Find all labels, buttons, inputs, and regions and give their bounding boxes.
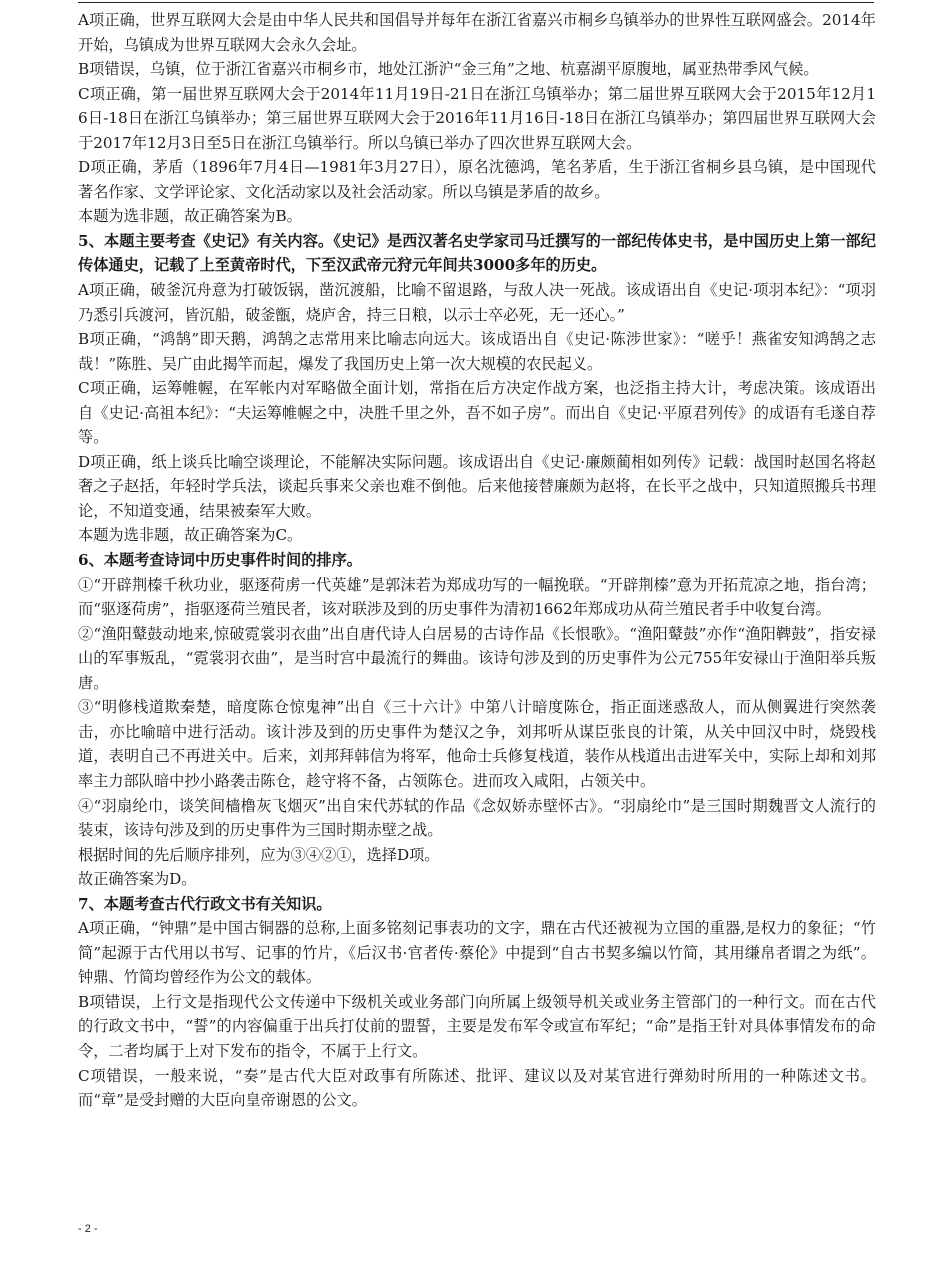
answer-q4-option-c: C项正确，第一届世界互联网大会于2014年11月19日-21日在浙江乌镇举办；第二届世界互联网大会于2015年12月16日-18日在浙江乌镇举办；第三届世界互联网大会于2016年11月16日-18日在浙江乌镇举办；第四届世界互联网大会于2017年12月3日至5日在浙江乌镇举行。所以乌镇已举办了四次世界互联网大会。: [78, 84, 876, 152]
page-number: - 2 -: [78, 1223, 98, 1235]
top-rule: [78, 2, 874, 3]
answer-q6-item-4: ④“羽扇纶巾，谈笑间樯橹灰飞烟灭”出自宋代苏轼的作品《念奴娇赤壁怀古》。“羽扇纶巾”是三国时期魏晋文人流行的装束，该诗句涉及到的历史事件为三国时期赤壁之战。: [78, 796, 876, 840]
answer-q4-option-b: B项错误，乌镇，位于浙江省嘉兴市桐乡市，地处江浙沪“金三角”之地、杭嘉湖平原腹地，属亚热带季风气候。: [78, 60, 819, 79]
document-body: [78, 8, 876, 1113]
answer-q6-conclusion: 故正确答案为D。: [78, 870, 197, 889]
question-6-heading: 6、本题考查诗词中历史事件时间的排序。: [78, 551, 362, 570]
answer-q6-item-1: ①“开辟荆榛千秋功业，驱逐荷虏一代英雄”是郭沫若为郑成功写的一幅挽联。“开辟荆榛”意为开拓荒凉之地，指台湾；而“驱逐荷虏”，指驱逐荷兰殖民者，该对联涉及到的历史事件为清初1662年郑成功从荷兰殖民者手中收复台湾。: [78, 575, 876, 619]
question-5-heading: 5、本题主要考查《史记》有关内容。《史记》是西汉著名史学家司马迁撰写的一部纪传体史书，是中国历史上第一部纪传体通史，记载了上至黄帝时代，下至汉武帝元狩元年间共3000多年的历史。: [78, 231, 876, 275]
answer-q6-item-3: ③“明修栈道欺秦楚，暗度陈仓惊鬼神”出自《三十六计》中第八计暗度陈仓，指正面迷惑敌人，而从侧翼进行突然袭击，亦比喻暗中进行活动。该计涉及到的历史事件为楚汉之争，刘邦听从谋臣张良的计策，从关中回汉中时，烧毁栈道，表明自己不再进关中。后来，刘邦拜韩信为将军，他命士兵修复栈道，装作从栈道出击进军关中，实际上却和刘邦率主力部队暗中抄小路袭击陈仓，趁守将不备，占领陈仓。进而攻入咸阳，占领关中。: [78, 698, 876, 790]
answer-q7-option-a: A项正确，“钟鼎”是中国古铜器的总称,上面多铭刻记事表功的文字，鼎在古代还被视为立国的重器,是权力的象征；“竹简”起源于古代用以书写、记事的竹片，《后汉书·官者传·蔡伦》中提到“自古书契多编以竹简，其用缣帛者谓之为纸”。钟鼎、竹简均曾经作为公文的载体。: [78, 919, 876, 987]
answer-q5-conclusion: 本题为选非题，故正确答案为C。: [78, 526, 303, 545]
question-7-heading: 7、本题考查古代行政文书有关知识。: [78, 894, 332, 913]
answer-q5-option-c: C项正确，运筹帷幄，在军帐内对军略做全面计划，常指在后方决定作战方案，也泛指主持大计，考虑决策。该成语出自《史记·高祖本纪》：“夫运筹帷幄之中，决胜千里之外，吾不如子房”。而出自《史记·平原君列传》的成语有毛遂自荐等。: [78, 379, 876, 447]
answer-q5-option-b: B项正确，“鸿鹄”即天鹅，鸿鹄之志常用来比喻志向远大。该成语出自《史记·陈涉世家》：“嗟乎！燕雀安知鸿鹄之志哉！”陈胜、吴广由此揭竿而起，爆发了我国历史上第一次大规模的农民起义。: [78, 330, 876, 373]
answer-q7-option-c: C项错误，一般来说，“奏”是古代大臣对政事有所陈述、批评、建议以及对某官进行弹劾时所用的一种陈述文书。而“章”是受封赠的大臣向皇帝谢恩的公文。: [78, 1066, 876, 1110]
answer-q7-option-b: B项错误，上行文是指现代公文传递中下级机关或业务部门向所属上级领导机关或业务主管部门的一种行文。而在古代的行政文书中，“誓”的内容偏重于出兵打仗前的盟誓，主要是发布军令或宣布军纪；“命”是指王针对具体事情发布的命令，二者均属于上对下发布的指令，不属于上行文。: [78, 992, 876, 1060]
answer-q5-option-d: D项正确，纸上谈兵比喻空谈理论，不能解决实际问题。该成语出自《史记·廉颇蔺相如列传》记载：战国时赵国名将赵奢之子赵括，年轻时学兵法，谈起兵事来父亲也难不倒他。后来他接替廉颇为赵将，在长平之战中，只知道照搬兵书理论，不知道变通，结果被秦军大败。: [78, 452, 876, 520]
answer-q4-option-d: D项正确，茅盾（1896年7月4日—1981年3月27日），原名沈德鸿，笔名茅盾，生于浙江省桐乡县乌镇，是中国现代著名作家、文学评论家、文化活动家以及社会活动家。所以乌镇是茅盾的故乡。: [78, 158, 876, 201]
answer-q5-option-a: A项正确，破釜沉舟意为打破饭锅，凿沉渡船，比喻不留退路，与敌人决一死战。该成语出自《史记·项羽本纪》：“项羽乃悉引兵渡河，皆沉船，破釜甑，烧庐舍，持三日粮，以示士卒必死，无一还心。”: [78, 281, 876, 324]
answer-q6-item-2: ②“渔阳鼙鼓动地来,惊破霓裳羽衣曲”出自唐代诗人白居易的古诗作品《长恨歌》。“渔阳鼙鼓”亦作“渔阳鞞鼓”，指安禄山的军事叛乱，“霓裳羽衣曲”，是当时宫中最流行的舞曲。该诗句涉及到的历史事件为公元755年安禄山于渔阳举兵叛唐。: [78, 624, 876, 692]
answer-q4-option-a: A项正确，世界互联网大会是由中华人民共和国倡导并每年在浙江省嘉兴市桐乡乌镇举办的世界性互联网盛会。2014年开始，乌镇成为世界互联网大会永久会址。: [78, 11, 876, 54]
answer-q6-ordering: 根据时间的先后顺序排列，应为③④②①，选择D项。: [78, 845, 440, 864]
answer-q4-conclusion: 本题为选非题，故正确答案为B。: [78, 207, 302, 226]
